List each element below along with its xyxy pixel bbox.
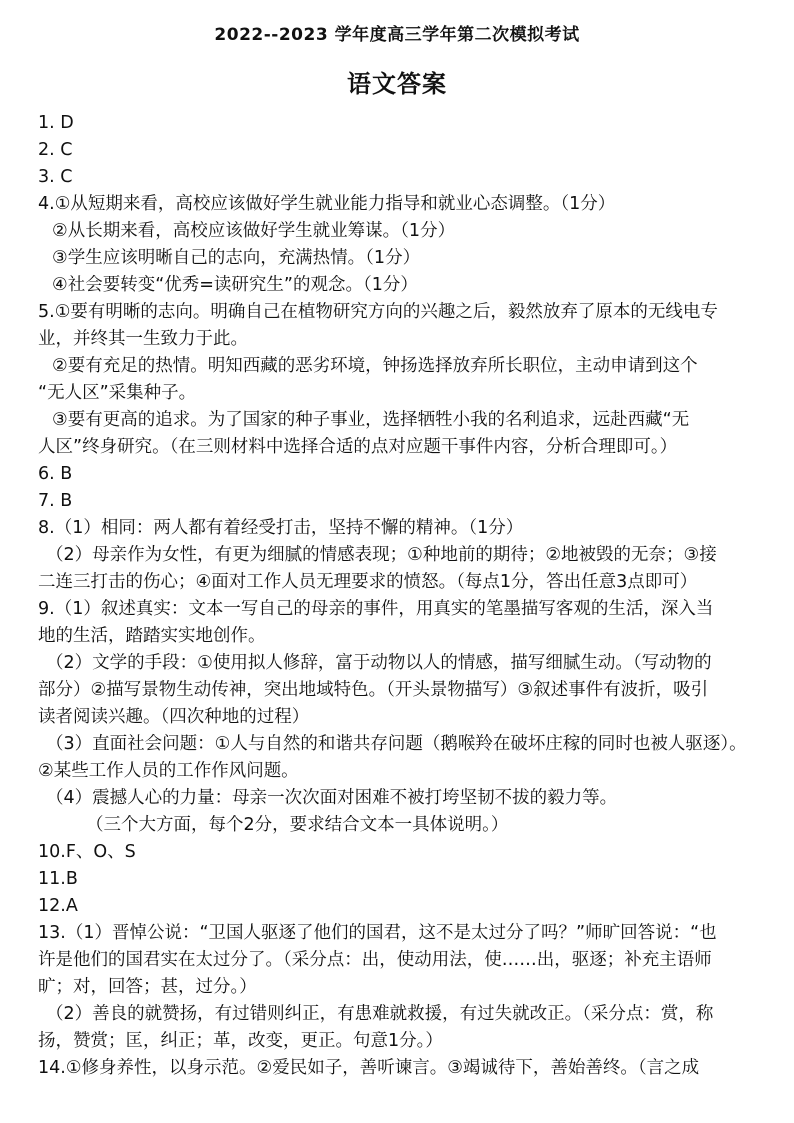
answer-line: ③学生应该明晰自己的志向，充满热情。（1分）	[52, 248, 421, 268]
answer-content	[38, 110, 756, 1082]
answer-line: 扬，赞赏；匡，纠正；革，改变，更正。句意1分。）	[38, 1031, 443, 1051]
answer-line: 11.B	[38, 869, 78, 889]
answer-line: 7. B	[38, 491, 73, 511]
answer-line: 8.（1）相同：两人都有着经受打击，坚持不懈的精神。（1分）	[38, 518, 524, 538]
answer-line: ②某些工作人员的工作作风问题。	[38, 761, 299, 781]
answer-line: （三个大方面，每个2分，要求结合文本一具体说明。）	[86, 815, 509, 835]
page-title: 语文答案	[347, 70, 447, 98]
answer-line: （2）文学的手段：①使用拟人修辞，富于动物以人的情感，描写细腻生动。（写动物的	[46, 653, 712, 673]
answer-line: 13.（1）晋悼公说：“卫国人驱逐了他们的国君，这不是太过分了吗？”师旷回答说：“也	[38, 923, 717, 943]
exam-header: 2022--2023 学年度高三学年第二次模拟考试	[214, 25, 580, 45]
answer-line: ②从长期来看，高校应该做好学生就业筹谋。（1分）	[52, 221, 456, 241]
answer-line: “无人区”采集种子。	[38, 383, 197, 403]
answer-line: 14.①修身养性，以身示范。②爱民如子，善听谏言。③竭诚待下，善始善终。（言之成	[38, 1058, 700, 1078]
answer-line: ②要有充足的热情。明知西藏的恶劣环境，钟扬选择放弃所长职位，主动申请到这个	[52, 356, 698, 376]
answer-line: 部分）②描写景物生动传神，突出地域特色。（开头景物描写）③叙述事件有波折，吸引	[38, 680, 709, 700]
answer-line: 人区”终身研究。（在三则材料中选择合适的点对应题干事件内容，分析合理即可。）	[38, 437, 678, 457]
answer-line: 旷；对，回答；甚，过分。）	[38, 977, 257, 997]
answer-line: 9.（1）叙述真实：文本一写自己的母亲的事件，用真实的笔墨描写客观的生活，深入当	[38, 599, 714, 619]
answer-line: 许是他们的国君实在太过分了。（采分点：出，使动用法，使……出，驱逐；补充主语师	[38, 950, 712, 970]
answer-line: 1. D	[38, 113, 74, 133]
answer-line: ④社会要转变“优秀=读研究生”的观念。（1分）	[52, 275, 418, 295]
answer-line: 4.①从短期来看，高校应该做好学生就业能力指导和就业心态调整。（1分）	[38, 194, 616, 214]
answer-line: 地的生活，踏踏实实地创作。	[38, 626, 266, 646]
answer-line: 2. C	[38, 140, 73, 160]
answer-line: 业，并终其一生致力于此。	[38, 329, 248, 349]
answer-line: 6. B	[38, 464, 73, 484]
answer-line: 12.A	[38, 896, 78, 916]
answer-line: 读者阅读兴趣。（四次种地的过程）	[38, 707, 310, 727]
answer-line: 10.F、O、S	[38, 842, 136, 862]
answer-line: ③要有更高的追求。为了国家的种子事业，选择牺牲小我的名利追求，远赴西藏“无	[52, 410, 690, 430]
answer-line: 二连三打击的伤心；④面对工作人员无理要求的愤怒。（每点1分，答出任意3点即可）	[38, 572, 698, 592]
answer-line: （2）善良的就赞扬，有过错则纠正，有患难就救援，有过失就改正。（采分点：赏，称	[46, 1004, 714, 1024]
answer-line: （2）母亲作为女性，有更为细腻的情感表现；①种地前的期待；②地被毁的无奈；③接	[46, 545, 717, 565]
answer-line: 3. C	[38, 167, 73, 187]
answer-line: 5.①要有明晰的志向。明确自己在植物研究方向的兴趣之后，毅然放弃了原本的无线电专	[38, 302, 718, 322]
answer-line: （4）震撼人心的力量：母亲一次次面对困难不被打垮坚韧不拔的毅力等。	[46, 788, 618, 808]
answer-line: （3）直面社会问题：①人与自然的和谐共存问题（鹅喉羚在破坏庄稼的同时也被人驱逐）。	[46, 734, 747, 754]
